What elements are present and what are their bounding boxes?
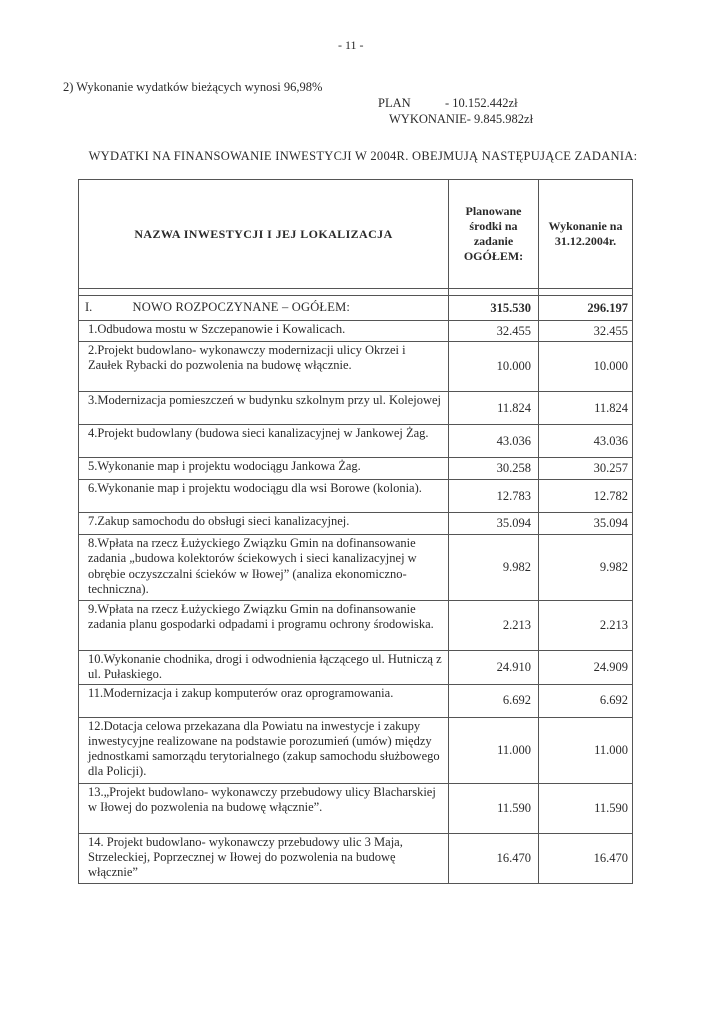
table-row	[79, 392, 633, 425]
planned-amount: 35.094	[449, 513, 539, 535]
page-number: - 11 -	[338, 38, 364, 52]
executed-amount: 12.782	[539, 480, 633, 513]
investment-name: 7.Zakup samochodu do obsługi sieci kanalizacyjnej.	[79, 513, 449, 535]
execution-amount: WYKONANIE- 9.845.982zł	[389, 112, 534, 126]
total-planned: 315.530	[449, 296, 539, 321]
planned-amount: 11.824	[449, 392, 539, 425]
header-executed: Wykonanie na 31.12.2004r.	[539, 180, 633, 289]
executed-amount: 30.257	[539, 458, 633, 480]
executed-amount: 43.036	[539, 425, 633, 458]
executed-amount: 2.213	[539, 601, 633, 651]
table-row	[79, 601, 633, 651]
table-row	[79, 321, 633, 342]
table-spacer	[79, 289, 633, 296]
table-row	[79, 717, 633, 783]
executed-amount: 11.824	[539, 392, 633, 425]
investment-name: 5.Wykonanie map i projektu wodociągu Jankowa Żag.	[79, 458, 449, 480]
planned-amount: 11.000	[449, 717, 539, 783]
investment-name: 6.Wykonanie map i projektu wodociągu dla wsi Borowe (kolonia).	[79, 480, 449, 513]
table-row	[79, 342, 633, 392]
table-row	[79, 651, 633, 685]
investment-name: 9.Wpłata na rzecz Łużyckiego Związku Gmin na dofinansowanie zadania planu gospodarki odpadami i programu ochrony środowiska.	[79, 601, 449, 651]
executed-amount: 10.000	[539, 342, 633, 392]
investment-name: 4.Projekt budowlany (budowa sieci kanalizacyjnej w Jankowej Żag.	[79, 425, 449, 458]
investment-name: 13.„Projekt budowlano- wykonawczy przebudowy ulicy Blacharskiej w Iłowej do pozwolenia na budowę włącznie”.	[79, 783, 449, 833]
investment-name: 12.Dotacja celowa przekazana dla Powiatu na inwestycje i zakupy inwestycyjne realizowane na podstawie porozumień (umów) między jednostkami samorządu terytorialnego (zakup samochodu służbowego dla Policji).	[79, 717, 449, 783]
executed-amount: 6.692	[539, 684, 633, 717]
executed-amount: 24.909	[539, 651, 633, 685]
total-label: NOWO ROZPOCZYNANE – OGÓŁEM:	[132, 300, 351, 315]
investment-name: 3.Modernizacja pomieszczeń w budynku szkolnym przy ul. Kolejowej	[79, 392, 449, 425]
planned-amount: 9.982	[449, 535, 539, 601]
table-row	[79, 833, 633, 883]
total-executed: 296.197	[539, 296, 633, 321]
planned-amount: 32.455	[449, 321, 539, 342]
planned-amount: 12.783	[449, 480, 539, 513]
investment-name: 14. Projekt budowlano- wykonawczy przebudowy ulic 3 Maja, Strzeleckiej, Poprzecznej w Iłowej do pozwolenia na budowę włącznie”	[79, 833, 449, 883]
executed-amount: 9.982	[539, 535, 633, 601]
table-row	[79, 513, 633, 535]
section-heading: WYDATKI NA FINANSOWANIE INWESTYCJI W 2004R. OBEJMUJĄ NASTĘPUJĄCE ZADANIA:	[88, 149, 638, 163]
table-row	[79, 783, 633, 833]
total-label-cell	[79, 296, 449, 321]
table-row	[79, 535, 633, 601]
planned-amount: 30.258	[449, 458, 539, 480]
executed-amount: 16.470	[539, 833, 633, 883]
table-row	[79, 458, 633, 480]
total-index: I.	[85, 300, 93, 315]
planned-amount: 11.590	[449, 783, 539, 833]
planned-amount: 16.470	[449, 833, 539, 883]
executed-amount: 35.094	[539, 513, 633, 535]
executed-amount: 32.455	[539, 321, 633, 342]
planned-amount: 2.213	[449, 601, 539, 651]
table-row	[79, 425, 633, 458]
table-row	[79, 480, 633, 513]
investment-name: 2.Projekt budowlano- wykonawczy modernizacji ulicy Okrzei i Zaułek Rybacki do pozwolenia na budowę włącznie.	[79, 342, 449, 392]
header-investment-name: NAZWA INWESTYCJI I JEJ LOKALIZACJA	[79, 180, 449, 289]
planned-amount: 24.910	[449, 651, 539, 685]
planned-amount: 10.000	[449, 342, 539, 392]
planned-amount: 6.692	[449, 684, 539, 717]
executed-amount: 11.000	[539, 717, 633, 783]
planned-amount: 43.036	[449, 425, 539, 458]
expenditure-summary: 2) Wykonanie wydatków bieżących wynosi 96,98%	[63, 80, 323, 94]
investment-name: 10.Wykonanie chodnika, drogi i odwodnienia łączącego ul. Hutniczą z ul. Pułaskiego.	[79, 651, 449, 685]
plan-amount: PLAN - 10.152.442zł	[378, 96, 518, 110]
total-row	[79, 296, 633, 321]
header-planned: Planowane środki na zadanie OGÓŁEM:	[449, 180, 539, 289]
table-row	[79, 684, 633, 717]
executed-amount: 11.590	[539, 783, 633, 833]
investment-name: 1.Odbudowa mostu w Szczepanowie i Kowalicach.	[79, 321, 449, 342]
investments-table	[78, 179, 633, 884]
investment-name: 8.Wpłata na rzecz Łużyckiego Związku Gmin na dofinansowanie zadania „budowa kolektorów ściekowych i sieci kanalizacyjnej w obrębie oczyszczalni ścieków w Iłowej” (analiza ekonomiczno- techniczna).	[79, 535, 449, 601]
investment-name: 11.Modernizacja i zakup komputerów oraz oprogramowania.	[79, 684, 449, 717]
table-header-row	[79, 180, 633, 289]
